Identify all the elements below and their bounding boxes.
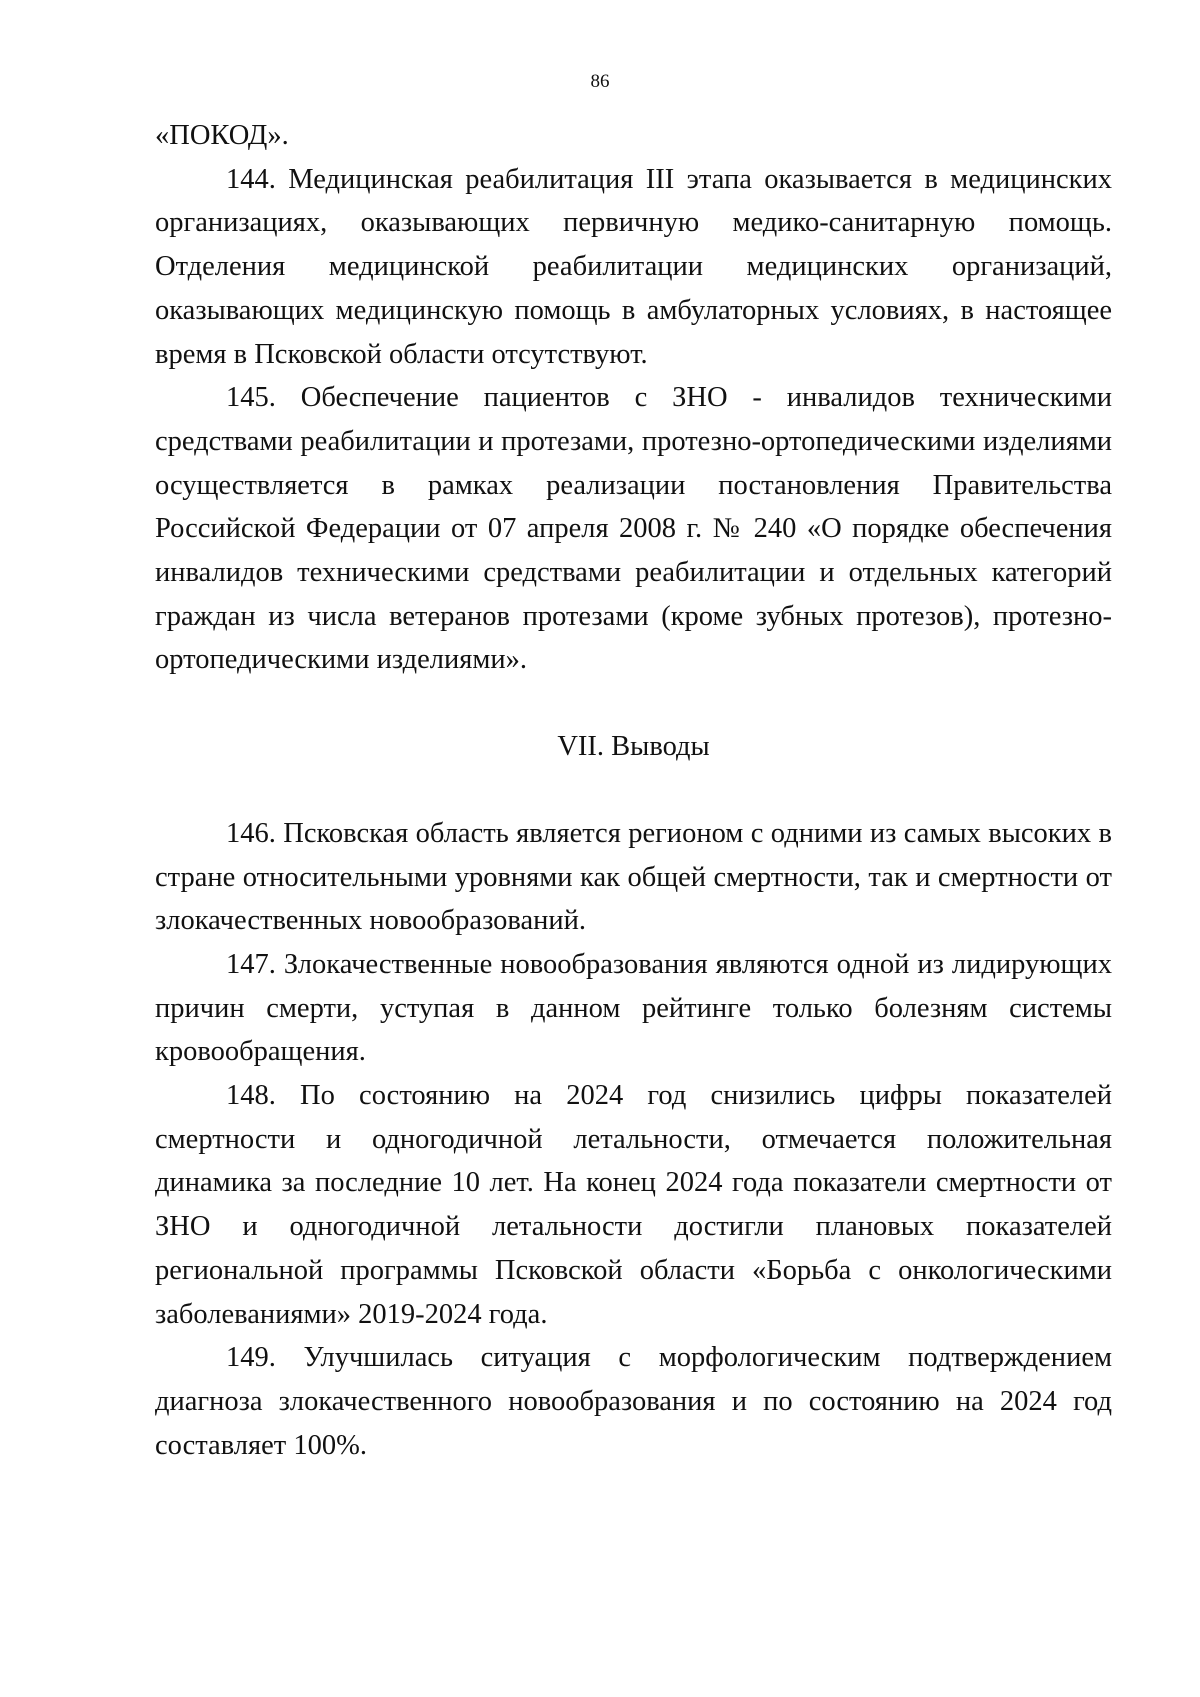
paragraph-149: 149. Улучшилась ситуация с морфологическим подтверждением диагноза злокачественного новообразования и по состоянию на 2024 год составляет 100%. <box>155 1342 1112 1461</box>
paragraph-continuation: «ПОКОД». <box>155 120 289 151</box>
paragraph-148: 148. По состоянию на 2024 год снизились цифры показателей смертности и одногодичной летальности, отмечается положительная динамика за последние 10 лет. На конец 2024 года показатели смертности от ЗНО и одногодичной летальности достигли плановых показателей региональной программы Псковской области «Борьба с онкологическими заболеваниями» 2019-2024 года. <box>155 1080 1112 1330</box>
document-body <box>155 114 1112 1467</box>
paragraph-145: 145. Обеспечение пациентов с ЗНО - инвалидов техническими средствами реабилитации и протезами, протезно-ортопедическими изделиями осуществляется в рамках реализации постановления Правительства Российской Федерации от 07 апреля 2008 г. № 240 «О порядке обеспечения инвалидов техническими средствами реабилитации и отдельных категорий граждан из числа ветеранов протезами (кроме зубных протезов), протезно-ортопедическими изделиями». <box>155 382 1112 676</box>
paragraph-144: 144. Медицинская реабилитация III этапа оказывается в медицинских организациях, оказывающих первичную медико-санитарную помощь. Отделения медицинской реабилитации медицинских организаций, оказывающих медицинскую помощь в амбулаторных условиях, в настоящее время в Псковской области отсутствуют. <box>155 163 1112 370</box>
page-number: 86 <box>590 71 610 92</box>
section-heading: VII. Выводы <box>557 731 710 763</box>
paragraph-146: 146. Псковская область является регионом с одними из самых высоких в стране относительными уровнями как общей смертности, так и смертности от злокачественных новообразований. <box>155 817 1112 937</box>
paragraph-147: 147. Злокачественные новообразования являются одной из лидирующих причин смерти, уступая в данном рейтинге только болезням системы кровообращения. <box>155 948 1112 1068</box>
